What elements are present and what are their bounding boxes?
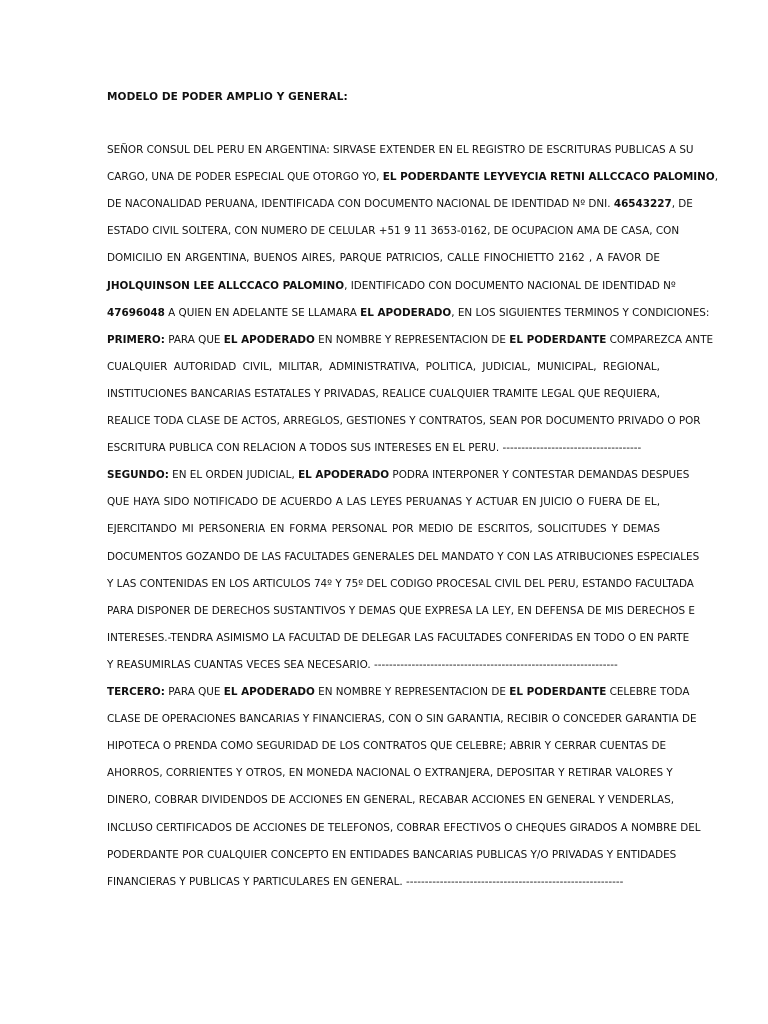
document-line [107,821,701,835]
line-text: A QUIEN EN ADELANTE SE LLAMARA [164,306,361,319]
bold-text: EL APODERADO [298,469,390,482]
document-line [107,333,714,347]
document-line [107,550,700,564]
document-line [107,143,694,157]
line-text: ESTADO CIVIL SOLTERA, CON NUMERO DE CELULAR +51 9 11 3653-0162, DE OCUPACION AMA DE CASA, CON [107,225,680,238]
line-text: SEÑOR CONSUL DEL PERU EN ARGENTINA: SIRVASE EXTENDER EN EL REGISTRO DE ESCRITURAS PUBLICAS A SU [107,144,694,156]
bold-text: EL PODERDANTE [509,686,607,698]
document-line [107,793,675,807]
document-line [107,279,676,293]
line-text: DOCUMENTOS GOZANDO DE LAS FACULTADES GENERALES DEL MANDATO Y CON LAS ATRIBUCIONES ESPECIALES [107,550,700,563]
document-line [107,685,690,699]
bold-text: EL APODERADO [360,306,452,319]
document-line [107,658,660,672]
line-text: PARA QUE [164,686,224,698]
line-text: QUE HAYA SIDO NOTIFICADO DE ACUERDO A LAS LEYES PERUANAS Y ACTUAR EN JUICIO O FUERA DE EL, [107,496,660,509]
line-text: , IDENTIFICADO CON DOCUMENTO NACIONAL DE IDENTIDAD Nº [344,279,676,292]
document-line [107,251,660,265]
bold-text: SEGUNDO: [107,469,169,482]
line-text: PODERDANTE POR CUALQUIER CONCEPTO EN ENTIDADES BANCARIAS PUBLICAS Y/O PRIVADAS Y ENTIDADES [107,848,677,861]
bold-text: EL APODERADO [223,686,315,698]
line-text: , [714,171,719,184]
line-text: COMPAREZCA ANTE [606,333,714,346]
line-text: FINANCIERAS Y PUBLICAS Y PARTICULARES EN GENERAL. ---------------------------------------------------------- [107,875,624,888]
line-text: INTERESES.-TENDRA ASIMISMO LA FACULTAD DE DELEGAR LAS FACULTADES CONFERIDAS EN TODO O EN PARTE [107,631,690,644]
document-line [107,604,695,618]
bold-text: EL PODERDANTE LEYVEYCIA RETNI ALLCCACO PALOMINO [382,171,715,184]
line-text: AHORROS, CORRIENTES Y OTROS, EN MONEDA NACIONAL O EXTRANJERA, DEPOSITAR Y RETIRAR VALORES Y [107,767,673,780]
document-line [107,522,660,536]
document-line [107,170,719,184]
document-line [107,414,701,428]
line-text: CARGO, UNA DE PODER ESPECIAL QUE OTORGO YO, [107,171,383,184]
document-line [107,848,677,862]
line-text: CELEBRE TODA [606,686,690,698]
line-text: DINERO, COBRAR DIVIDENDOS DE ACCIONES EN GENERAL, RECABAR ACCIONES EN GENERAL Y VENDERLAS, [107,794,675,807]
bold-text: EL PODERDANTE [509,333,607,346]
line-text: INCLUSO CERTIFICADOS DE ACCIONES DE TELEFONOS, COBRAR EFECTIVOS O CHEQUES GIRADOS A NOMBRE DEL [107,821,701,834]
line-text: CUALQUIER AUTORIDAD CIVIL, MILITAR, ADMINISTRATIVA, POLITICA, JUDICIAL, MUNICIPAL, REGIONAL, [107,360,660,373]
document-line [107,739,667,753]
document-line [107,468,690,482]
line-text: INSTITUCIONES BANCARIAS ESTATALES Y PRIVADAS, REALICE CUALQUIER TRAMITE LEGAL QUE REQUIERA, [107,387,660,400]
bold-text: EL APODERADO [223,333,315,346]
line-text: EJERCITANDO MI PERSONERIA EN FORMA PERSONAL POR MEDIO DE ESCRITOS, SOLICITUDES Y DEMAS [107,523,660,536]
bold-text: 46543227 [613,198,672,211]
bold-text: PRIMERO: [107,333,165,346]
line-text: , DE [671,198,693,211]
document-line [107,495,660,509]
document-line [107,577,694,591]
line-text: EN EL ORDEN JUDICIAL, [168,469,299,482]
line-text: Y LAS CONTENIDAS EN LOS ARTICULOS 74º Y 75º DEL CODIGO PROCESAL CIVIL DEL PERU, ESTANDO FACULTADA [107,577,694,590]
line-text: DE NACONALIDAD PERUANA, IDENTIFICADA CON DOCUMENTO NACIONAL DE IDENTIDAD Nº DNI. [107,198,614,211]
line-text: DOMICILIO EN ARGENTINA, BUENOS AIRES, PARQUE PATRICIOS, CALLE FINOCHIETTO 2162 , A FAVOR DE [107,252,660,265]
line-text: PODRA INTERPONER Y CONTESTAR DEMANDAS DESPUES [389,469,690,482]
line-text: EN NOMBRE Y REPRESENTACION DE [314,333,510,346]
document-line [107,766,673,780]
line-text: ESCRITURA PUBLICA CON RELACION A TODOS SUS INTERESES EN EL PERU. ------------------------------------- [107,442,642,455]
line-text: HIPOTECA O PRENDA COMO SEGURIDAD DE LOS CONTRATOS QUE CELEBRE; ABRIR Y CERRAR CUENTAS DE [107,740,667,753]
line-text: , EN LOS SIGUIENTES TERMINOS Y CONDICIONES: [451,306,710,319]
line-text: REALICE TODA CLASE DE ACTOS, ARREGLOS, GESTIONES Y CONTRATOS, SEAN POR DOCUMENTO PRIVADO O POR [107,415,701,427]
bold-text: 47696048 [107,306,165,319]
document-line [107,360,660,374]
document-line [107,712,697,726]
line-text: Y REASUMIRLAS CUANTAS VECES SEA NECESARIO. ----------------------------------------------------------------- [107,658,618,671]
document-line [107,631,690,645]
bold-text: TERCERO: [107,686,165,698]
bold-text: JHOLQUINSON LEE ALLCCACO PALOMINO [107,279,345,292]
line-text: EN NOMBRE Y REPRESENTACION DE [314,686,510,698]
document-line [107,875,660,889]
document-line [107,441,660,455]
document-line [107,197,693,211]
document-line [107,306,710,320]
document-line [107,224,680,238]
line-text: PARA QUE [164,333,224,346]
document-line [107,387,660,401]
document-title: MODELO DE PODER AMPLIO Y GENERAL: [107,91,348,103]
line-text: PARA DISPONER DE DERECHOS SUSTANTIVOS Y DEMAS QUE EXPRESA LA LEY, EN DEFENSA DE MIS DERECHOS E [107,604,695,617]
line-text: CLASE DE OPERACIONES BANCARIAS Y FINANCIERAS, CON O SIN GARANTIA, RECIBIR O CONCEDER GARANTIA DE [107,713,697,726]
